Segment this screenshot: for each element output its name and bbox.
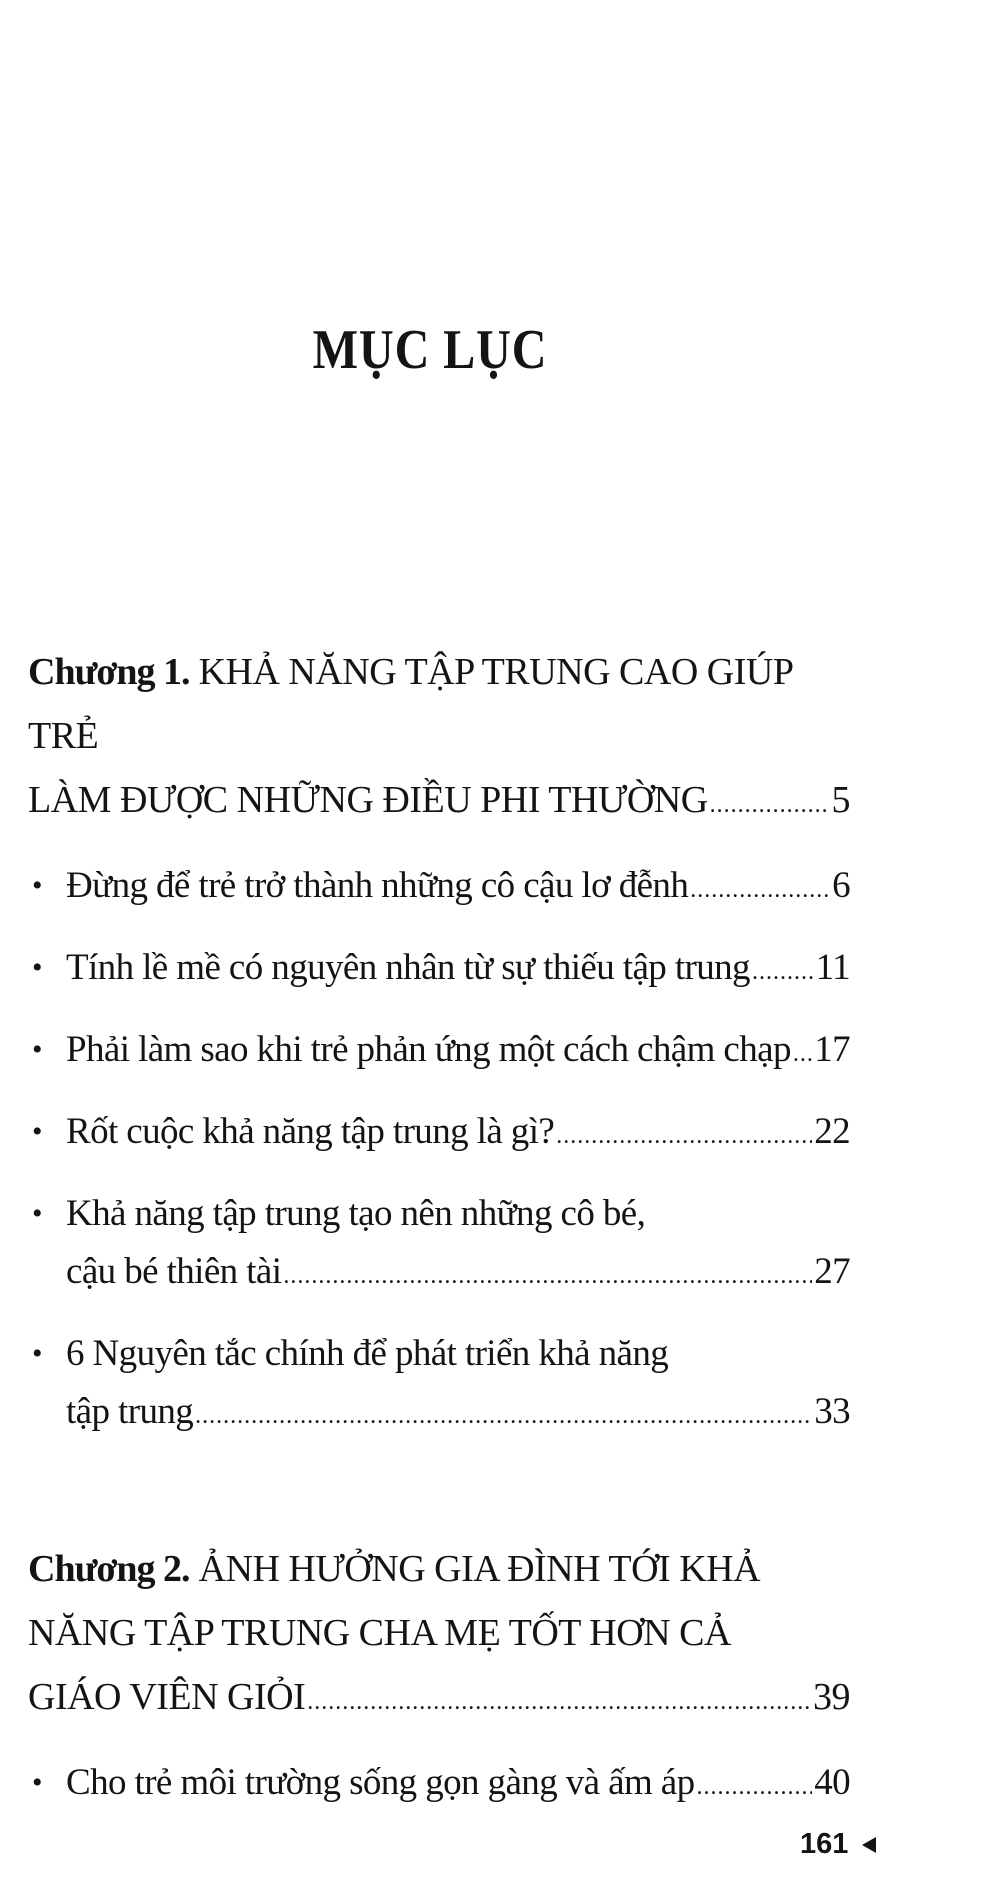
page-title: MỤC LỤC <box>312 319 548 381</box>
chapter-1-title-line-1: KHẢ NĂNG TẬP TRUNG CAO GIÚP TRẺ <box>28 651 793 757</box>
toc-entry-page: 33 <box>814 1391 850 1432</box>
bullet-icon: • <box>32 1337 42 1370</box>
toc-entry-title-line-1: 6 Nguyên tắc chính để phát triển khả năng <box>66 1333 669 1374</box>
toc-entry[interactable] <box>28 1021 850 1083</box>
chapter-1-title-line-2: LÀM ĐƯỢC NHỮNG ĐIỀU PHI THƯỜNG <box>28 779 708 821</box>
dot-leader <box>752 943 814 1001</box>
chapter-1-heading[interactable] <box>28 640 850 837</box>
page-number: 161 <box>800 1828 849 1860</box>
toc-entry-page: 27 <box>814 1251 850 1292</box>
toc-entry-title-line-2: tập trung <box>66 1391 194 1432</box>
toc-entry[interactable] <box>28 1185 850 1305</box>
dot-leader <box>283 1247 812 1305</box>
dot-leader <box>710 773 830 837</box>
toc-entry-line-2 <box>66 1383 850 1445</box>
chapter-2-label: Chương 2. <box>28 1548 190 1590</box>
toc-entry-line-2 <box>66 1243 850 1305</box>
toc-entry-title-line-2: cậu bé thiên tài <box>66 1251 282 1292</box>
dot-leader <box>556 1107 812 1165</box>
table-of-contents <box>28 640 850 1816</box>
toc-entry-page: 17 <box>814 1029 850 1070</box>
toc-entry-title: Rốt cuộc khả năng tập trung là gì? <box>66 1111 555 1152</box>
dot-leader <box>793 1025 812 1083</box>
toc-entry[interactable] <box>28 857 850 919</box>
chapter-1-page-number: 5 <box>831 779 850 821</box>
toc-entry[interactable] <box>28 1325 850 1445</box>
toc-entry[interactable] <box>28 1103 850 1165</box>
bullet-icon: • <box>32 1197 42 1230</box>
left-triangle-icon <box>862 1837 876 1853</box>
toc-entry-title: Cho trẻ môi trường sống gọn gàng và ấm áp <box>66 1762 695 1803</box>
toc-entry-title: Phải làm sao khi trẻ phản ứng một cách chậm chạp <box>66 1029 791 1070</box>
chapter-2-heading[interactable] <box>28 1537 850 1734</box>
toc-entry-page: 11 <box>815 947 850 988</box>
dot-leader <box>195 1387 812 1445</box>
bullet-icon: • <box>32 1115 42 1148</box>
dot-leader <box>690 861 830 919</box>
bullet-icon: • <box>32 1766 42 1799</box>
chapter-2-title-line-3: GIÁO VIÊN GIỎI <box>28 1676 306 1718</box>
chapter-2-heading-line-1 <box>28 1537 850 1601</box>
chapter-2-heading-line-3 <box>28 1665 850 1734</box>
toc-entry-page: 6 <box>832 865 850 906</box>
bullet-icon: • <box>32 869 42 902</box>
dot-leader <box>307 1670 811 1734</box>
toc-entry-page: 22 <box>814 1111 850 1152</box>
toc-entry-title: Tính lề mề có nguyên nhân từ sự thiếu tập trung <box>66 947 750 988</box>
chapter-2-title-line-2: NĂNG TẬP TRUNG CHA MẸ TỐT HƠN CẢ <box>28 1612 731 1654</box>
bullet-icon: • <box>32 951 42 984</box>
toc-entry[interactable] <box>28 1754 850 1816</box>
toc-entry-title-line-1: Khả năng tập trung tạo nên những cô bé, <box>66 1193 646 1234</box>
toc-entry-page: 40 <box>814 1762 850 1803</box>
chapter-1-label: Chương 1. <box>28 651 190 693</box>
page-folio <box>800 1828 876 1861</box>
chapter-2-title-line-1: ẢNH HƯỞNG GIA ĐÌNH TỚI KHẢ <box>198 1548 761 1590</box>
chapter-2-page-number: 39 <box>813 1676 850 1718</box>
dot-leader <box>697 1758 813 1816</box>
bullet-icon: • <box>32 1033 42 1066</box>
toc-entry-title: Đừng để trẻ trở thành những cô cậu lơ đễnh <box>66 865 689 906</box>
chapter-1-heading-line-2 <box>28 768 850 837</box>
chapter-1-heading-line-1 <box>28 640 850 768</box>
toc-entry[interactable] <box>28 939 850 1001</box>
